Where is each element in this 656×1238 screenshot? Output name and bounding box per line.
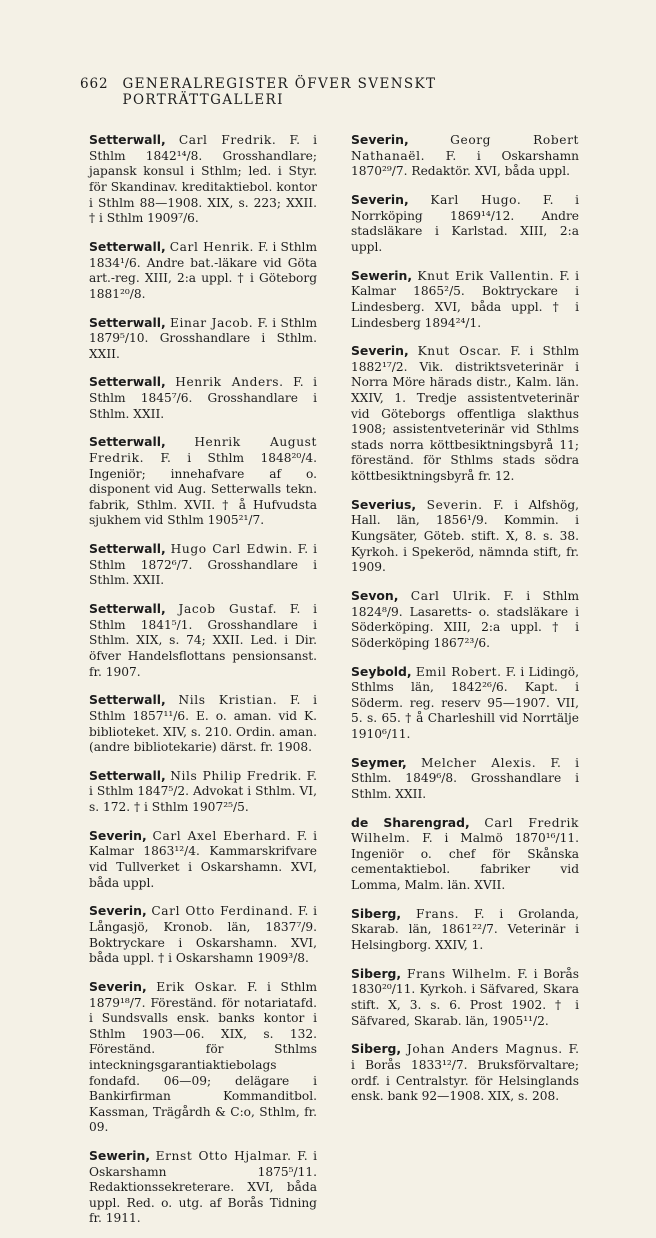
entry-given-names: Melcher Alexis. bbox=[420, 755, 537, 770]
entry-given-names: Carl Otto Ferdinand. bbox=[151, 904, 294, 919]
entry-surname: Severin, bbox=[351, 192, 409, 208]
entry-text: F. i Sthlm 1842¹⁴/8. Grosshandlare; japansk konsul i Sthlm; led. i Styr. för Skandinav. kreditaktiebol. kontor i Sthlm 88—1908. XIX, s. 223; XXII. † i Sthlm 1909⁷/6. bbox=[89, 133, 317, 226]
entry-given-names: Severin. bbox=[426, 497, 483, 512]
entry-text: F. i Malmö 1870¹⁶/11. Ingeniör o. chef för Skånska cementaktiebol. fabriker vid Lomma, Malm. län. XVII. bbox=[351, 831, 580, 893]
entry-given-names: Nils Kristian. bbox=[178, 693, 278, 708]
register-entry bbox=[89, 979, 317, 1136]
entry-given-names: Carl Ulrik. bbox=[410, 588, 492, 603]
entry-surname: de Sharengrad, bbox=[351, 814, 470, 830]
entry-text: F. i Kalmar 1863¹²/4. Kammarskrifvare vid Tullverket i Oskarshamn. XVI, båda uppl. bbox=[89, 828, 318, 890]
entry-surname: Severin, bbox=[351, 343, 409, 359]
entry-surname: Setterwall, bbox=[89, 374, 166, 390]
entry-given-names: Carl Henrik. bbox=[169, 239, 254, 254]
entry-surname: Seymer, bbox=[351, 754, 407, 770]
register-entry bbox=[89, 903, 317, 966]
entry-given-names: Hugo Carl Edwin. bbox=[170, 542, 293, 557]
entry-text: F. i Långasjö, Kronob. län, 1837⁷/9. Boktryckare i Oskarshamn. XVI, båda uppl. † i Oskarshamn 1909³/8. bbox=[89, 904, 317, 966]
entry-given-names: Nils Philip Fredrik. bbox=[170, 768, 302, 783]
entry-surname: Setterwall, bbox=[89, 541, 166, 557]
register-entry bbox=[89, 239, 317, 302]
entry-text: F. i Sthlm 1879¹⁸/7. Föreständ. för notariatafd. i Sundsvalls ensk. banks kontor i Sthlm 1903—06. XIX, s. 132. Föreständ. för Sthlms inteckningsgarantiaktiebolags fondafd. 06—09; delägare i Bankirfirman Kommanditbol. Kassman, Trägårdh & C:o, Sthlm, fr. 09. bbox=[89, 979, 317, 1135]
entry-given-names: Knut Oscar. bbox=[417, 344, 502, 359]
register-entry bbox=[351, 497, 579, 576]
page-title: GENERALREGISTER ÖFVER SVENSKT PORTRÄTTGALLERI bbox=[122, 76, 437, 108]
entry-text: F. i Sthlm 1882¹⁷/2. Vik. distriktsveterinär i Norra Möre härads distr., Kalm. län. XXIV, 1. Tredje assistentveterinär vid Göteborgs offentliga slakthus 1908; assistentveterinär vid Sthlms stads norra köttbesiktningsbyrå 11; föreständ. för Sthlms stads södra köttbesiktningsbyrå fr. 12. bbox=[351, 344, 580, 484]
entry-given-names: Einar Jacob. bbox=[170, 315, 254, 330]
entry-surname: Setterwall, bbox=[89, 434, 166, 450]
register-entry bbox=[89, 692, 317, 755]
entry-given-names: Erik Oskar. bbox=[156, 979, 238, 994]
entry-given-names: Jacob Gustaf. bbox=[178, 602, 278, 617]
entry-surname: Severius, bbox=[351, 496, 417, 512]
register-entry bbox=[351, 664, 579, 743]
entry-text: F. i Lidingö, Sthlms län, 1842²⁶/6. Kapt. i Söderm. reg. reserv 95—1907. VII, 5. s. 65. † å Charleshill vid Norrtälje 1910⁶/11. bbox=[351, 664, 580, 741]
entry-given-names: Georg Robert Nathanaël. bbox=[351, 133, 579, 163]
register-entry bbox=[89, 601, 317, 680]
register-entry bbox=[351, 343, 579, 484]
entry-surname: Setterwall, bbox=[89, 314, 166, 330]
entry-surname: Severin, bbox=[89, 903, 147, 919]
register-entry bbox=[89, 768, 317, 816]
entry-text: F. i Sthlm 1879⁵/10. Grosshandlare i Sthlm. XXII. bbox=[89, 315, 317, 361]
entry-text: F. i Oskarshamn 1870²⁹/7. Redaktör. XVI, båda uppl. bbox=[351, 148, 580, 179]
entry-given-names: Henrik August Fredrik. bbox=[89, 435, 317, 466]
entry-given-names: Carl Fredrik Wilhelm. bbox=[351, 815, 580, 846]
register-entry bbox=[89, 315, 317, 363]
entry-surname: Setterwall, bbox=[89, 238, 166, 254]
entry-text: F. i Sthlm 1845⁷/6. Grosshandlare i Sthlm. XXII. bbox=[89, 375, 318, 421]
entry-text: F. i Sthlm 1848²⁰/4. Ingeniör; innehafvare af o. disponent vid Aug. Setterwalls tekn. fabrik, Sthlm. XVII. † å Hufvudsta sjukhem vid Sthlm 1905²¹/7. bbox=[89, 451, 317, 528]
left-column bbox=[89, 120, 317, 1238]
entry-surname: Siberg, bbox=[351, 905, 402, 921]
register-entry bbox=[89, 1148, 317, 1227]
entry-given-names: Emil Robert. bbox=[415, 664, 502, 679]
register-entry bbox=[89, 541, 317, 589]
entry-surname: Setterwall, bbox=[89, 767, 166, 783]
register-entry bbox=[89, 434, 317, 529]
entry-surname: Siberg, bbox=[351, 965, 402, 981]
register-entry bbox=[351, 906, 579, 954]
entry-surname: Sewerin, bbox=[351, 267, 413, 283]
entry-text: F. i Sthlm 1834¹/6. Andre bat.-läkare vid Göta art.-reg. XIII, 2:a uppl. † i Göteborg 1881²⁰/8. bbox=[89, 239, 317, 301]
entry-text: F. i Alfshög, Hall. län, 1856¹/9. Kommin. i Kungsäter, Göteb. stift. X, 8. s. 38. Kyrkoh. i Spekeröd, nämnda stift, fr. 1909. bbox=[351, 497, 580, 575]
entry-text: F. i Sthlm 1824⁸/9. Lasaretts- o. stadsläkare i Söderköping. XIII, 2:a uppl. † i Söderköping 1867²³/6. bbox=[351, 588, 580, 650]
register-entry bbox=[89, 374, 317, 422]
entry-given-names: Frans Wilhelm. bbox=[407, 966, 512, 981]
entry-text: F. i Grolanda, Skarab. län, 1861²²/7. Veterinär i Helsingborg. XXIV, 1. bbox=[351, 906, 580, 952]
right-column bbox=[351, 120, 579, 1238]
register-entry bbox=[89, 132, 317, 227]
entry-text: F. i Kalmar 1865²/5. Boktryckare i Lindesberg. XVI, båda uppl. † i Lindesberg 1894²⁴/1. bbox=[351, 268, 579, 330]
register-columns bbox=[89, 120, 579, 1238]
entry-surname: Setterwall, bbox=[89, 601, 166, 617]
entry-surname: Sewerin, bbox=[89, 1148, 151, 1164]
entry-surname: Severin, bbox=[89, 978, 147, 994]
entry-text: F. i Sthlm 1847⁵/2. Advokat i Sthlm. VI, s. 172. † i Sthlm 1907²⁵/5. bbox=[89, 768, 317, 815]
register-entry bbox=[351, 268, 579, 331]
entry-text: F. i Sthlm. 1849⁶/8. Grosshandlare i Sthlm. XXII. bbox=[351, 755, 580, 801]
entry-given-names: Johan Anders Magnus. bbox=[406, 1042, 563, 1057]
entry-given-names: Knut Erik Vallentin. bbox=[417, 268, 555, 283]
entry-text: F. i Oskarshamn 1875⁵/11. Redaktionssekreterare. XVI, båda uppl. Red. o. utg. af Borås Tidning fr. 1911. bbox=[89, 1149, 318, 1226]
entry-text: F. i Sthlm 1857¹¹/6. E. o. aman. vid K. biblioteket. XIV, s. 210. Ordin. aman. (andre bibliotekarie) därst. fr. 1908. bbox=[89, 693, 318, 755]
register-entry bbox=[351, 815, 579, 894]
entry-given-names: Ernst Otto Hjalmar. bbox=[155, 1149, 292, 1164]
entry-text: F. i Norrköping 1869¹⁴/12. Andre stadsläkare i Karlstad. XIII, 2:a uppl. bbox=[351, 193, 580, 254]
register-entry bbox=[351, 755, 579, 803]
entry-text: F. i Sthlm 1872⁶/7. Grosshandlare i Sthlm. XXII. bbox=[89, 542, 317, 588]
entry-surname: Setterwall, bbox=[89, 132, 166, 148]
register-entry bbox=[351, 132, 579, 180]
page-header bbox=[80, 76, 578, 108]
entry-surname: Seybold, bbox=[351, 663, 412, 679]
entry-text: F. i Borås 1830²⁰/11. Kyrkoh. i Säfvared, Skara stift. X, 3. s. 6. Prost 1902. † i Säfvared, Skarab. län, 1905¹¹/2. bbox=[351, 966, 580, 1028]
entry-text: F. i Sthlm 1841⁵/1. Grosshandlare i Sthlm. XIX, s. 74; XXII. Led. i Dir. öfver Handelsflottans pensionsanst. fr. 1907. bbox=[89, 602, 318, 679]
entry-surname: Severin, bbox=[351, 132, 409, 148]
register-entry bbox=[351, 588, 579, 651]
entry-surname: Setterwall, bbox=[89, 692, 166, 708]
entry-given-names: Carl Fredrik. bbox=[178, 133, 277, 148]
entry-given-names: Karl Hugo. bbox=[430, 193, 522, 208]
entry-surname: Siberg, bbox=[351, 1041, 402, 1057]
entry-surname: Severin, bbox=[89, 827, 147, 843]
register-entry bbox=[351, 966, 579, 1029]
entry-surname: Sevon, bbox=[351, 587, 399, 603]
entry-given-names: Carl Axel Eberhard. bbox=[152, 828, 292, 843]
entry-text: F. i Borås 1833¹²/7. Bruksförvaltare; ordf. i Centralstyr. för Helsinglands ensk. bank 92—1908. XIX, s. 208. bbox=[351, 1042, 580, 1104]
register-entry bbox=[89, 828, 317, 891]
entry-given-names: Henrik Anders. bbox=[175, 375, 284, 390]
register-entry bbox=[351, 192, 579, 255]
page-number: 662 bbox=[80, 76, 109, 92]
entry-given-names: Frans. bbox=[416, 906, 460, 921]
register-entry bbox=[351, 1041, 579, 1104]
